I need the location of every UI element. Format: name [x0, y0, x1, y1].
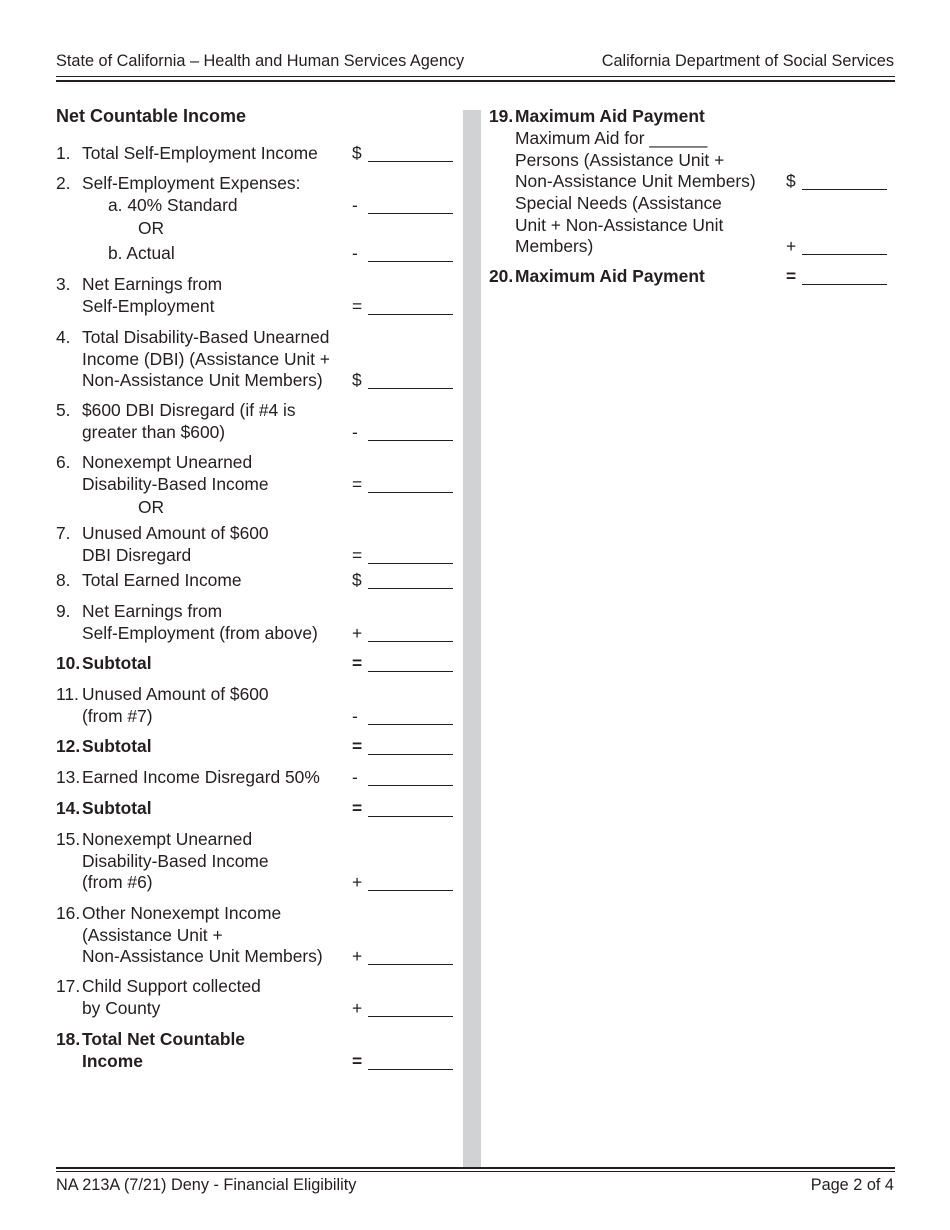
amount-blank-field[interactable]	[368, 890, 453, 891]
item-operator: -	[352, 421, 358, 442]
item-operator: =	[352, 544, 363, 565]
item-label: OR	[138, 497, 165, 517]
left-line-item	[56, 1029, 453, 1072]
amount-blank-field[interactable]	[368, 1069, 453, 1070]
left-line-item	[56, 195, 453, 217]
item-label: Earned Income Disregard 50%	[82, 767, 320, 787]
left-line-item	[56, 243, 453, 265]
item-label: Total Net Countable	[82, 1029, 245, 1049]
item-label: Persons (Assistance Unit +	[515, 149, 725, 170]
item-label: OR	[138, 218, 165, 238]
item-number: 3.	[56, 274, 71, 294]
item-operator: $	[352, 143, 362, 163]
amount-blank-field[interactable]	[368, 563, 453, 564]
item-label: Income	[82, 1050, 143, 1071]
item-label: Income (DBI) (Assistance Unit +	[82, 348, 330, 369]
amount-blank-field[interactable]	[368, 671, 453, 672]
item-operator: +	[352, 872, 363, 892]
item-operator: =	[352, 736, 363, 756]
item-label: by County	[82, 997, 161, 1018]
header-rule-thick	[56, 80, 895, 82]
item-number: 4.	[56, 327, 71, 347]
left-line-item	[56, 327, 453, 392]
item-label: Unused Amount of $600	[82, 684, 269, 704]
department-name: California Department of Social Services	[601, 52, 894, 70]
column-divider	[463, 110, 481, 1168]
item-operator: -	[352, 705, 358, 726]
amount-blank-field[interactable]	[368, 641, 453, 642]
item-label: Unused Amount of $600	[82, 523, 269, 543]
item-label: Disability-Based Income	[82, 473, 269, 494]
item-number: 16.	[56, 903, 81, 923]
amount-blank-field[interactable]	[802, 189, 887, 190]
amount-blank-field[interactable]	[368, 440, 453, 441]
item-label: Total Self-Employment Income	[82, 143, 318, 163]
item-label: Subtotal	[82, 798, 152, 818]
item-label: Disability-Based Income	[82, 850, 269, 871]
item-label: Self-Employment	[82, 295, 215, 316]
item-label: Non-Assistance Unit Members)	[82, 946, 323, 966]
left-line-item	[56, 143, 453, 165]
item-number: 11.	[56, 684, 79, 704]
amount-blank-field[interactable]	[368, 588, 453, 589]
item-number: 12.	[56, 736, 81, 756]
item-label: Subtotal	[82, 653, 152, 673]
header-rule-thin	[56, 76, 895, 77]
item-label: Non-Assistance Unit Members)	[515, 171, 756, 191]
item-label: (from #6)	[82, 872, 153, 892]
amount-blank-field[interactable]	[802, 284, 887, 285]
item-operator: $	[786, 171, 796, 191]
item-operator: $	[352, 370, 362, 390]
item-operator: +	[352, 622, 363, 643]
amount-blank-field[interactable]	[368, 492, 453, 493]
right-line-item	[489, 193, 887, 258]
item-operator: =	[352, 295, 363, 316]
item-operator: -	[352, 195, 358, 215]
item-label: Self-Employment Expenses:	[82, 173, 301, 193]
item-number: 20.	[489, 266, 514, 286]
item-label: Maximum Aid Payment	[515, 266, 705, 286]
item-number: 18.	[56, 1029, 81, 1049]
left-line-item	[56, 173, 453, 195]
amount-blank-field[interactable]	[802, 254, 887, 255]
item-number: 9.	[56, 601, 71, 621]
left-line-item	[56, 798, 453, 820]
left-line-item	[56, 570, 453, 592]
item-label: Unit + Non-Assistance Unit	[515, 214, 724, 235]
left-line-item	[56, 736, 453, 758]
amount-blank-field[interactable]	[368, 964, 453, 965]
item-label: Special Needs (Assistance	[515, 193, 722, 213]
amount-blank-field[interactable]	[368, 816, 453, 817]
item-operator: =	[352, 653, 363, 673]
item-operator: -	[352, 243, 358, 263]
item-operator: +	[786, 236, 797, 256]
item-label: Total Disability-Based Unearned	[82, 327, 330, 347]
amount-blank-field[interactable]	[368, 261, 453, 262]
item-number: 6.	[56, 452, 71, 472]
left-line-item	[56, 452, 453, 495]
left-line-item	[56, 497, 453, 519]
item-label: $600 DBI Disregard (if #4 is	[82, 400, 296, 420]
amount-blank-field[interactable]	[368, 388, 453, 389]
item-number: 15.	[56, 829, 81, 849]
left-line-item	[56, 523, 453, 566]
item-operator: -	[352, 767, 358, 787]
amount-blank-field[interactable]	[368, 1016, 453, 1017]
item-number: 1.	[56, 143, 71, 163]
item-operator: +	[352, 946, 363, 966]
item-label: greater than $600)	[82, 421, 226, 442]
item-operator: =	[352, 798, 363, 818]
left-line-item	[56, 976, 453, 1019]
amount-blank-field[interactable]	[368, 754, 453, 755]
left-line-item	[56, 829, 453, 894]
item-operator: =	[352, 1050, 363, 1071]
item-label: DBI Disregard	[82, 544, 192, 565]
right-line-item	[489, 266, 887, 288]
item-number: 19.	[489, 106, 514, 126]
item-label: Child Support collected	[82, 976, 261, 996]
item-label: Members)	[515, 236, 594, 256]
item-label: Net Earnings from	[82, 601, 223, 621]
item-number: 13.	[56, 767, 81, 787]
item-operator: =	[352, 473, 363, 494]
left-line-item	[56, 400, 453, 443]
item-label: Total Earned Income	[82, 570, 242, 590]
left-line-item	[56, 601, 453, 644]
item-number: 7.	[56, 523, 71, 543]
page-number: Page 2 of 4	[810, 1176, 894, 1194]
page-header	[56, 51, 894, 75]
left-line-item	[56, 684, 453, 727]
amount-blank-field[interactable]	[368, 785, 453, 786]
item-label: (Assistance Unit +	[82, 924, 223, 945]
footer-rule-thick	[56, 1167, 895, 1169]
left-line-item	[56, 767, 453, 789]
item-label: Net Earnings from	[82, 274, 223, 294]
left-line-item	[56, 653, 453, 675]
item-number: 2.	[56, 173, 71, 193]
form-id: NA 213A (7/21) Deny - Financial Eligibility	[56, 1176, 357, 1194]
item-operator: +	[352, 997, 363, 1018]
item-label: (from #7)	[82, 705, 153, 726]
item-label: Nonexempt Unearned	[82, 829, 253, 849]
item-number: 14.	[56, 798, 81, 818]
item-label: Maximum Aid for ______	[515, 128, 708, 148]
amount-blank-field[interactable]	[368, 724, 453, 725]
item-number: 8.	[56, 570, 71, 590]
footer-rule-thin	[56, 1171, 895, 1172]
left-line-item	[56, 274, 453, 317]
item-label: a. 40% Standard	[108, 195, 238, 215]
item-operator: =	[786, 266, 797, 286]
item-number: 17.	[56, 976, 81, 996]
left-line-item	[56, 903, 453, 968]
amount-blank-field[interactable]	[368, 213, 453, 214]
left-line-item	[56, 218, 453, 240]
item-number: 10.	[56, 653, 81, 673]
item-label: Maximum Aid Payment	[515, 106, 705, 126]
item-label: b. Actual	[108, 243, 175, 263]
item-number: 5.	[56, 400, 71, 420]
right-line-item	[489, 128, 887, 193]
page-footer	[56, 1175, 894, 1197]
item-label: Nonexempt Unearned	[82, 452, 253, 472]
amount-blank-field[interactable]	[368, 314, 453, 315]
amount-blank-field[interactable]	[368, 161, 453, 162]
item-label: Non-Assistance Unit Members)	[82, 370, 323, 390]
item-label: Subtotal	[82, 736, 152, 756]
item-label: Other Nonexempt Income	[82, 903, 282, 923]
section-title: Net Countable Income	[56, 106, 247, 126]
item-operator: $	[352, 570, 362, 590]
agency-name: State of California – Health and Human Services Agency	[56, 52, 465, 70]
item-label: Self-Employment (from above)	[82, 622, 318, 643]
right-line-item	[489, 106, 887, 128]
